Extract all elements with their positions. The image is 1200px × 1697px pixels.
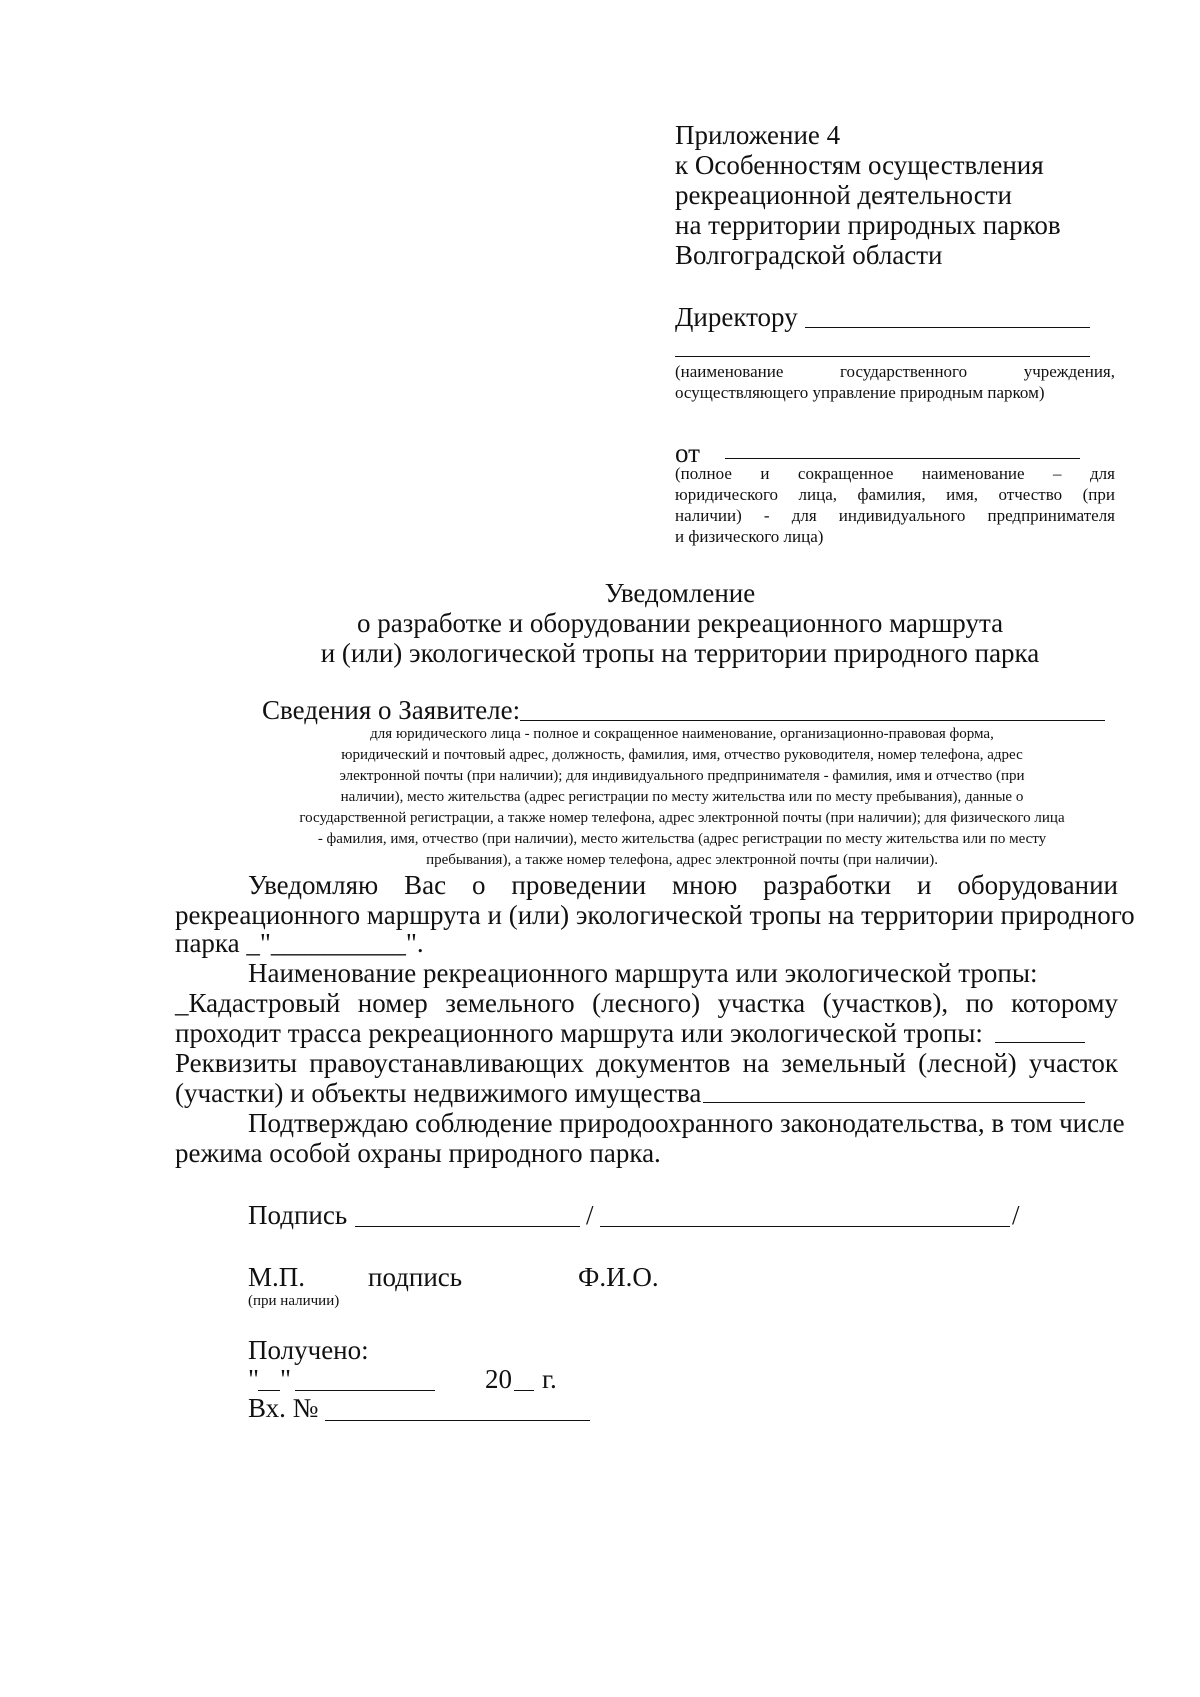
director-name-line[interactable] (805, 327, 1090, 328)
document-subtitle-1: о разработке и оборудовании рекреационного маршрута (356, 608, 1004, 638)
received-year-prefix: 20 (485, 1364, 512, 1394)
director-note-line-2: осуществляющего управление природным парком) (675, 383, 1045, 402)
body-p1-line3: парка _"__________". (175, 928, 424, 958)
applicant-note-line-5: государственной регистрации, а также номер телефона, адрес электронной почты (при наличии); для физического лица (299, 810, 1065, 826)
header-line-5: Волгоградской области (675, 240, 943, 270)
from-note-line-4: и физического лица) (675, 527, 824, 546)
applicant-note-line-7: пребывания), а также номер телефона, адрес электронной почты (при наличии). (426, 852, 938, 868)
route-cadastral-line[interactable] (995, 1042, 1085, 1043)
from-label: от (675, 438, 700, 468)
signature-caption: подпись (368, 1262, 463, 1292)
body-p2: Наименование рекреационного маршрута или экологической тропы: (248, 958, 1038, 988)
received-date-quote-close: " (280, 1364, 292, 1394)
header-line-2: к Особенностям осуществления (675, 150, 1044, 180)
applicant-note-line-1: для юридического лица - полное и сокращенное наименование, организационно-правовая форма, (370, 726, 994, 742)
document-title: Уведомление (604, 578, 756, 608)
from-note-line-2: юридического лица, фамилия, имя, отчество (при (675, 485, 1115, 504)
incoming-number-line[interactable] (325, 1420, 590, 1421)
from-note-line-1: (полное и сокращенное наименование – для (675, 464, 1115, 483)
body-p4-line2: (участки) и объекты недвижимого имущества (175, 1078, 702, 1108)
applicant-note-line-2: юридический и почтовый адрес, должность, фамилия, имя, отчество руководителя, номер телефона, адрес (341, 747, 1023, 763)
body-p5-line2: режима особой охраны природного парка. (175, 1138, 661, 1168)
body-p3-line2: проходит трасса рекреационного маршрута или экологической тропы: (175, 1018, 983, 1048)
incoming-number-label: Вх. № (248, 1393, 319, 1423)
header-line-1: Приложение 4 (675, 120, 841, 150)
director-institution-line[interactable] (675, 356, 1090, 357)
signature-label: Подпись (248, 1200, 348, 1230)
applicant-note-line-4: наличии), место жительства (адрес регистрации по месту жительства или по месту пребывания), данные о (340, 789, 1024, 805)
stamp-note: (при наличии) (248, 1293, 340, 1309)
applicant-info-line[interactable] (520, 720, 1105, 721)
property-docs-line[interactable] (703, 1102, 1085, 1103)
signature-slash-1: / (586, 1200, 594, 1230)
received-year-suffix: г. (542, 1364, 557, 1394)
applicant-note-line-6: - фамилия, имя, отчество (при наличии), место жительства (адрес регистрации по месту жительства или по месту (317, 831, 1047, 847)
signature-line[interactable] (355, 1226, 580, 1227)
received-month-line[interactable] (295, 1390, 435, 1391)
stamp-label: М.П. (248, 1262, 306, 1292)
applicant-label: Сведения о Заявителе: (262, 695, 521, 725)
fio-line[interactable] (600, 1226, 1010, 1227)
body-p1-line1: Уведомляю Вас о проведении мною разработки и оборудовании (248, 870, 1118, 900)
body-p5-line1: Подтверждаю соблюдение природоохранного законодательства, в том числе (248, 1108, 1125, 1138)
header-line-4: на территории природных парков (675, 210, 1061, 240)
director-label: Директору (675, 302, 798, 332)
applicant-note-line-3: электронной почты (при наличии); для индивидуального предпринимателя - фамилия, имя и отчество (при (339, 768, 1025, 784)
received-date-quote-open: " (248, 1364, 260, 1394)
director-note-line-1: (наименование государственного учреждения, (675, 362, 1115, 381)
from-name-line[interactable] (725, 458, 1080, 459)
received-day-line[interactable] (258, 1390, 280, 1391)
received-label: Получено: (248, 1335, 369, 1365)
header-line-3: рекреационной деятельности (675, 180, 1012, 210)
from-note-line-3: наличии) - для индивидуального предпринимателя (675, 506, 1115, 525)
fio-caption: Ф.И.О. (578, 1262, 659, 1292)
signature-slash-2: / (1012, 1200, 1020, 1230)
body-p4-line1: Реквизиты правоустанавливающих документов на земельный (лесной) участок (175, 1048, 1118, 1078)
body-p1-line2: рекреационного маршрута и (или) экологической тропы на территории природного (175, 900, 1135, 930)
received-year-line[interactable] (514, 1390, 534, 1391)
document-subtitle-2: и (или) экологической тропы на территории природного парка (320, 638, 1040, 668)
body-p3-line1: _Кадастровый номер земельного (лесного) участка (участков), по которому (175, 988, 1118, 1018)
